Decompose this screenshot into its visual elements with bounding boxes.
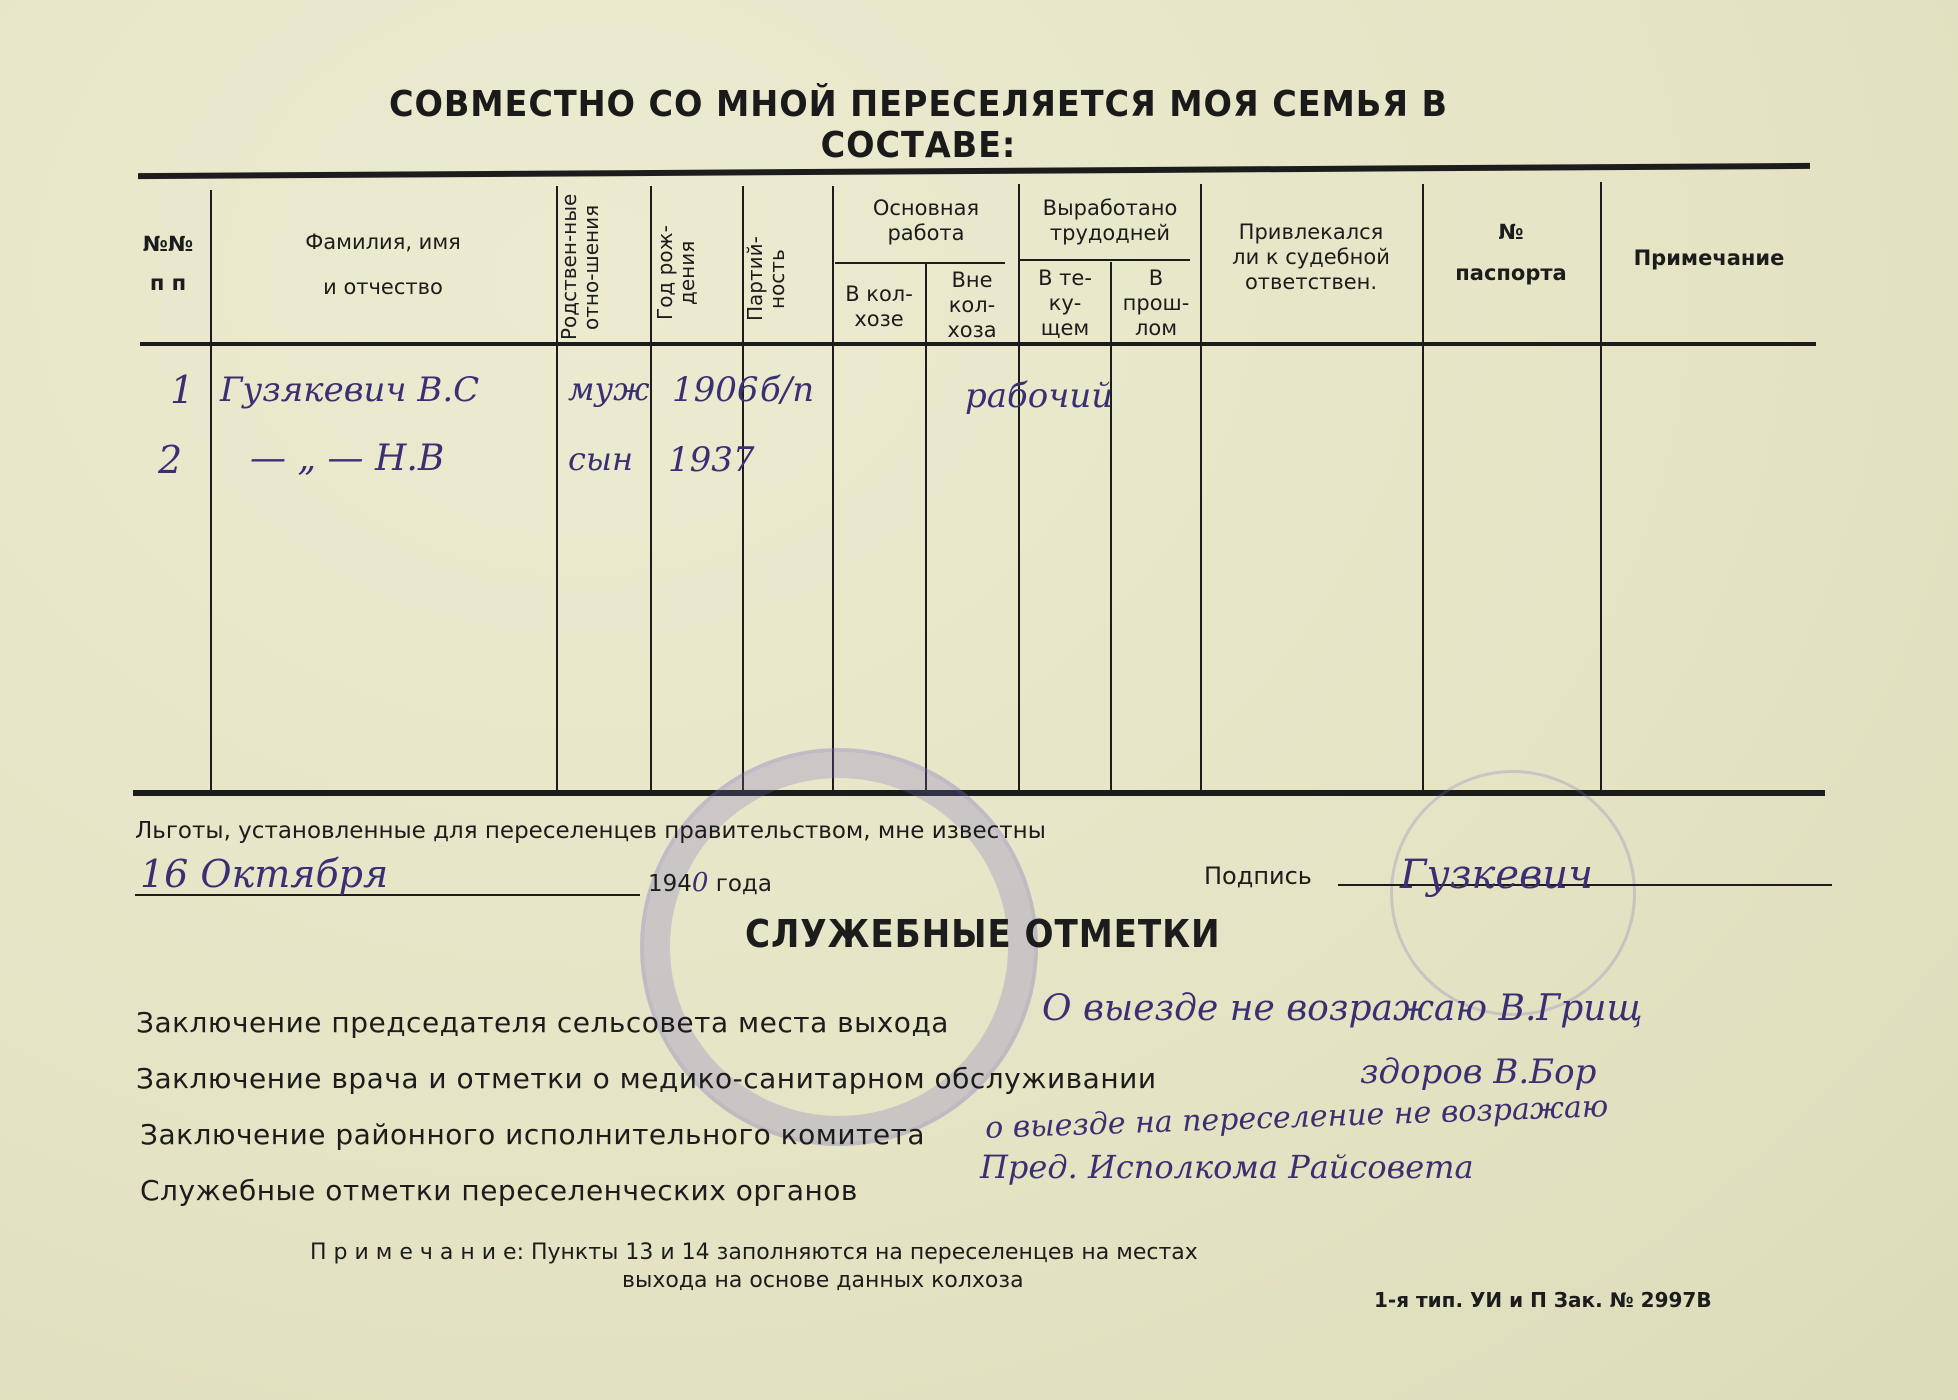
header-past-line2: прош- bbox=[1122, 291, 1190, 315]
note-doctor-handwritten: здоров В.Бор bbox=[1360, 1052, 1597, 1092]
header-current-line1: В те- bbox=[1038, 266, 1092, 290]
header-workdays-line1: Выработано bbox=[1042, 196, 1178, 220]
header-current bbox=[1020, 266, 1110, 341]
note-resettlement-handwritten: Пред. Исполкома Райсовета bbox=[980, 1148, 1474, 1186]
header-main-work bbox=[836, 196, 1016, 246]
row-num: 1 bbox=[170, 368, 195, 412]
header-court bbox=[1202, 220, 1420, 295]
row-name: — „ — Н.В bbox=[250, 438, 445, 479]
header-note: Примечание bbox=[1633, 246, 1785, 270]
header-out-kolkhoz-line1: Вне bbox=[951, 268, 993, 292]
row-name: Гузякевич В.С bbox=[220, 370, 480, 410]
note-doctor-label: Заключение врача и отметки о медико-санитарном обслуживании bbox=[136, 1062, 1157, 1095]
col-divider bbox=[650, 186, 652, 790]
footnote bbox=[310, 1240, 1198, 1265]
header-in-kolkhoz bbox=[834, 282, 924, 332]
header-court-line1: Привлекался bbox=[1238, 220, 1384, 244]
header-passport bbox=[1424, 220, 1598, 286]
section-title: СЛУЖЕБНЫЕ ОТМЕТКИ bbox=[745, 912, 1221, 956]
header-passport-line2: паспорта bbox=[1455, 261, 1567, 285]
note-chairman-handwritten: О выезде не возражаю В.Грищ bbox=[1042, 988, 1643, 1029]
row-relation: сын bbox=[568, 440, 634, 478]
header-name-line1: Фамилия, имя bbox=[305, 230, 461, 254]
note-chairman-label: Заключение председателя сельсовета места выхода bbox=[136, 1006, 949, 1039]
header-out-kolkhoz-line2: кол- bbox=[948, 293, 996, 317]
header-current-line3: щем bbox=[1040, 316, 1090, 340]
header-past-line3: лом bbox=[1134, 316, 1178, 340]
header-past bbox=[1112, 266, 1200, 341]
header-passport-line1: № bbox=[1498, 220, 1524, 244]
header-name bbox=[215, 230, 551, 300]
header-name-line2: и отчество bbox=[323, 275, 443, 299]
col-divider bbox=[210, 190, 212, 790]
row-num: 2 bbox=[158, 438, 183, 482]
row-party: б/п bbox=[760, 370, 815, 410]
header-main-work-line1: Основная bbox=[872, 196, 980, 220]
header-court-line3: ответствен. bbox=[1244, 270, 1378, 294]
header-workdays-line2: трудодней bbox=[1049, 221, 1171, 245]
col-divider bbox=[1600, 182, 1602, 790]
header-birth-year: Год рож-дения bbox=[653, 225, 699, 320]
row-year: 1937 bbox=[668, 440, 755, 480]
year-handwritten: 0 bbox=[691, 868, 709, 898]
header-num-line1: №№ bbox=[142, 232, 194, 256]
header-out-kolkhoz bbox=[927, 268, 1017, 343]
note-committee-label: Заключение районного исполнительного комитета bbox=[140, 1118, 926, 1151]
row-year: 1906 bbox=[672, 370, 759, 410]
header-court-line2: ли к судебной bbox=[1232, 245, 1390, 269]
date-year bbox=[648, 868, 772, 898]
table-sub-rule-work bbox=[835, 262, 1005, 264]
header-out-kolkhoz-line3: хоза bbox=[947, 318, 997, 342]
benefits-text: Льготы, установленные для переселенцев правительством, мне известны bbox=[135, 818, 1046, 844]
year-printed: 194 bbox=[648, 871, 692, 897]
col-divider bbox=[1110, 262, 1112, 790]
year-suffix: года bbox=[715, 871, 772, 897]
signature-label: Подпись bbox=[1204, 862, 1312, 890]
signature-handwritten: Гузкевич bbox=[1400, 852, 1593, 898]
table-sub-rule-days bbox=[1020, 259, 1190, 261]
header-in-kolkhoz-line1: В кол- bbox=[845, 282, 913, 306]
footnote-line1: Пункты 13 и 14 заполняются на переселенцев на местах bbox=[530, 1240, 1198, 1265]
header-num-line2: п п bbox=[149, 271, 187, 295]
col-divider bbox=[832, 186, 834, 790]
page-title: СОВМЕСТНО СО МНОЙ ПЕРЕСЕЛЯЕТСЯ МОЯ СЕМЬЯ В СОСТАВЕ: bbox=[388, 84, 1448, 166]
header-relation: Родствен-ные отно-шения bbox=[557, 193, 603, 341]
header-party: Партий-ность bbox=[743, 236, 789, 322]
note-resettlement-label: Служебные отметки переселенческих органов bbox=[140, 1174, 858, 1207]
header-workdays bbox=[1020, 196, 1200, 246]
date-handwritten: 16 Октября bbox=[140, 852, 389, 896]
header-current-line2: ку- bbox=[1048, 291, 1082, 315]
header-past-line1: В bbox=[1148, 266, 1164, 290]
header-num bbox=[130, 232, 206, 296]
printer-mark: 1-я тип. УИ и П Зак. № 2997В bbox=[1374, 1288, 1712, 1312]
note-committee-handwritten: о выезде на переселение не возражаю bbox=[984, 1089, 1609, 1146]
row-relation: муж bbox=[568, 370, 650, 408]
header-in-kolkhoz-line2: хозе bbox=[854, 307, 904, 331]
row-work: рабочий bbox=[965, 376, 1114, 416]
header-main-work-line2: работа bbox=[887, 221, 965, 245]
footnote-label: П р и м е ч а н и е: bbox=[310, 1240, 524, 1265]
footnote-line2: выхода на основе данных колхоза bbox=[622, 1268, 1024, 1293]
